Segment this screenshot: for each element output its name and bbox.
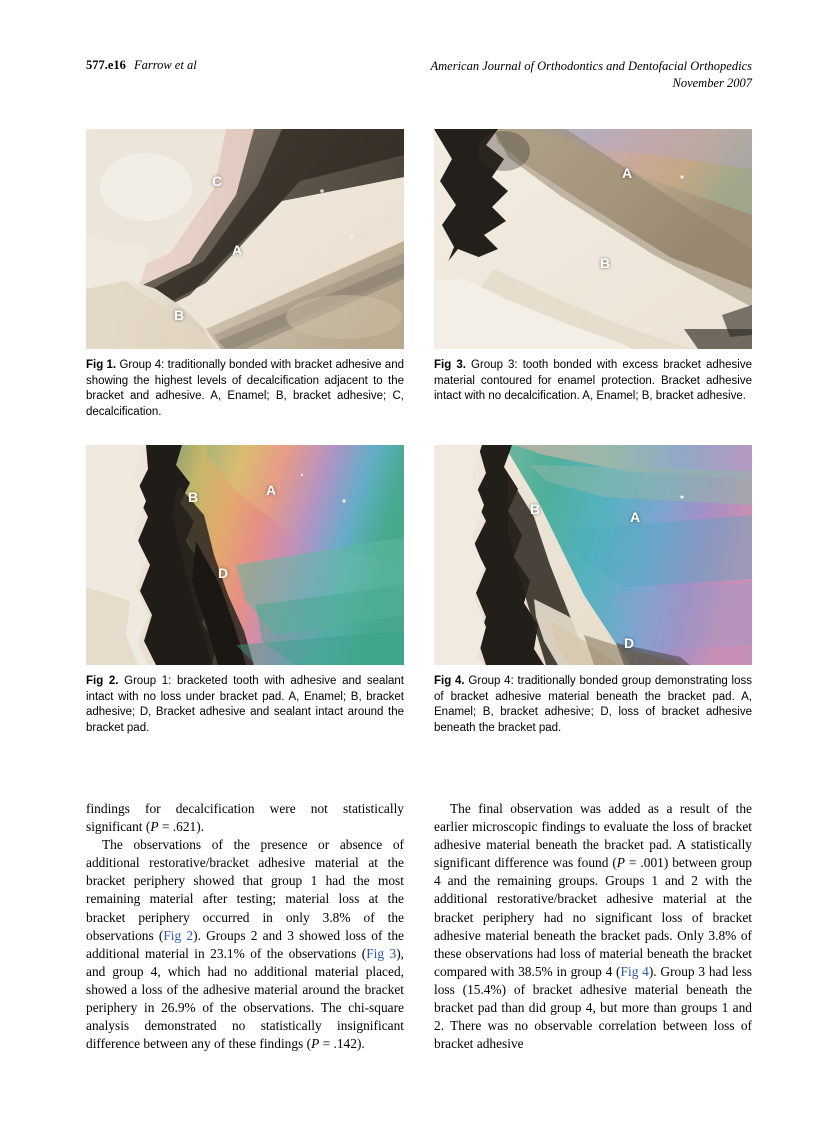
figure-4-tag-b: B <box>530 501 541 517</box>
body-right-para-1: The final observation was added as a result of the earlier microscopic findings to evaluate the loss of bracket adhesive material beneath the bracket pad. A statistically significant difference was found (P = .001) between group 4 and the remaining groups. Groups 1 and 2 with the additional restorative/bracket adhesive material at the bracket periphery had no significant loss of bracket adhesive material beneath the bracket pads. Only 3.8% of these observations had loss of material beneath the bracket compared with 38.5% in group 4 (Fig 4). Group 3 had less loss (15.4%) of bracket adhesive material beneath the bracket pad than did group 4, but more than groups 1 and 2. There was no observable correlation between loss of bracket adhesive <box>434 801 752 1052</box>
figure-1-tag-b: B <box>174 307 185 323</box>
micrograph-4 <box>434 445 752 665</box>
figure-4-image <box>434 445 752 665</box>
micrograph-3 <box>434 129 752 349</box>
running-head <box>86 58 752 98</box>
fig2-reference[interactable]: Fig 2 <box>163 927 194 943</box>
figure-3-image <box>434 129 752 349</box>
figure-4-label: Fig 4. <box>434 675 465 687</box>
figure-1-caption-text: Group 4: traditionally bonded with bracket adhesive and showing the highest levels of decalcification adjacent to the bracket and adhesive. A, Enamel; B, bracket adhesive; C, decalcification. <box>86 359 404 418</box>
figure-1-tag-a: A <box>232 242 243 258</box>
figure-3-tag-b: B <box>600 255 611 271</box>
figure-1-label: Fig 1. <box>86 359 117 371</box>
author-names: Farrow et al <box>133 58 197 72</box>
micrograph-2 <box>86 445 404 665</box>
body-column-right <box>434 800 752 1053</box>
body-column-left <box>86 800 404 1053</box>
figure-3-tag-a: A <box>622 165 633 181</box>
body-left-para-1: findings for decalcification were not statistically significant (P = .621). <box>86 801 404 835</box>
fig3-reference[interactable]: Fig 3 <box>366 945 397 961</box>
figure-3-caption-text: Group 3: tooth bonded with excess bracket adhesive material contoured for enamel protection. Bracket adhesive intact with no decalcification. A, Enamel; B, bracket adhesive. <box>434 359 753 403</box>
figure-2-label: Fig 2. <box>86 675 119 687</box>
figure-2-tag-a: A <box>266 482 277 498</box>
fig4-reference[interactable]: Fig 4 <box>620 963 649 979</box>
figure-4-caption <box>434 674 752 736</box>
page-number: 577.e16 <box>86 58 126 72</box>
figure-2-caption <box>86 674 404 736</box>
figure-3-label: Fig 3. <box>434 359 466 371</box>
figure-2-image <box>86 445 404 665</box>
figure-2-tag-d: D <box>218 565 229 581</box>
journal-title: American Journal of Orthodontics and Dentofacial Orthopedics <box>430 59 752 73</box>
figure-2-block <box>86 445 404 736</box>
figure-1-tag-c: C <box>212 173 223 189</box>
micrograph-1 <box>86 129 404 349</box>
figure-1-block <box>86 129 404 420</box>
figure-4-block <box>434 445 752 736</box>
figure-3-block <box>434 129 752 405</box>
figure-3-caption <box>434 358 752 405</box>
figure-4-caption-text: Group 4: traditionally bonded group demonstrating loss of bracket adhesive material beneath the bracket pad. A, Enamel; B, bracket adhesive; D, loss of bracket adhesive beneath the bracket pad. <box>434 675 752 734</box>
figure-2-caption-text: Group 1: bracketed tooth with adhesive and sealant intact with no loss under bracket pad. A, Enamel; B, bracket adhesive; D, Bracket adhesive and sealant intact around the bracket pad. <box>86 675 404 734</box>
figure-1-caption <box>86 358 404 420</box>
body-left-para-2: The observations of the presence or absence of additional restorative/bracket adhesive material at the bracket periphery showed that group 1 had the most remaining material after testing; material loss at the bracket periphery occurred in only 3.8% of the observations (Fig 2). Groups 2 and 3 showed loss of the additional material in 23.1% of the observations (Fig 3), and group 4, which had no additional material placed, showed a loss of the adhesive material around the bracket periphery in 26.9% of the observations. The chi-square analysis demonstrated no statistically insignificant difference between any of these findings (P = .142). <box>86 837 405 1052</box>
figure-2-tag-b: B <box>188 489 199 505</box>
running-head-right <box>431 58 753 92</box>
figure-4-tag-a: A <box>630 509 641 525</box>
issue-date: November 2007 <box>672 76 752 90</box>
running-head-left <box>86 58 197 73</box>
figure-1-image <box>86 129 404 349</box>
figure-4-tag-d: D <box>624 635 635 651</box>
